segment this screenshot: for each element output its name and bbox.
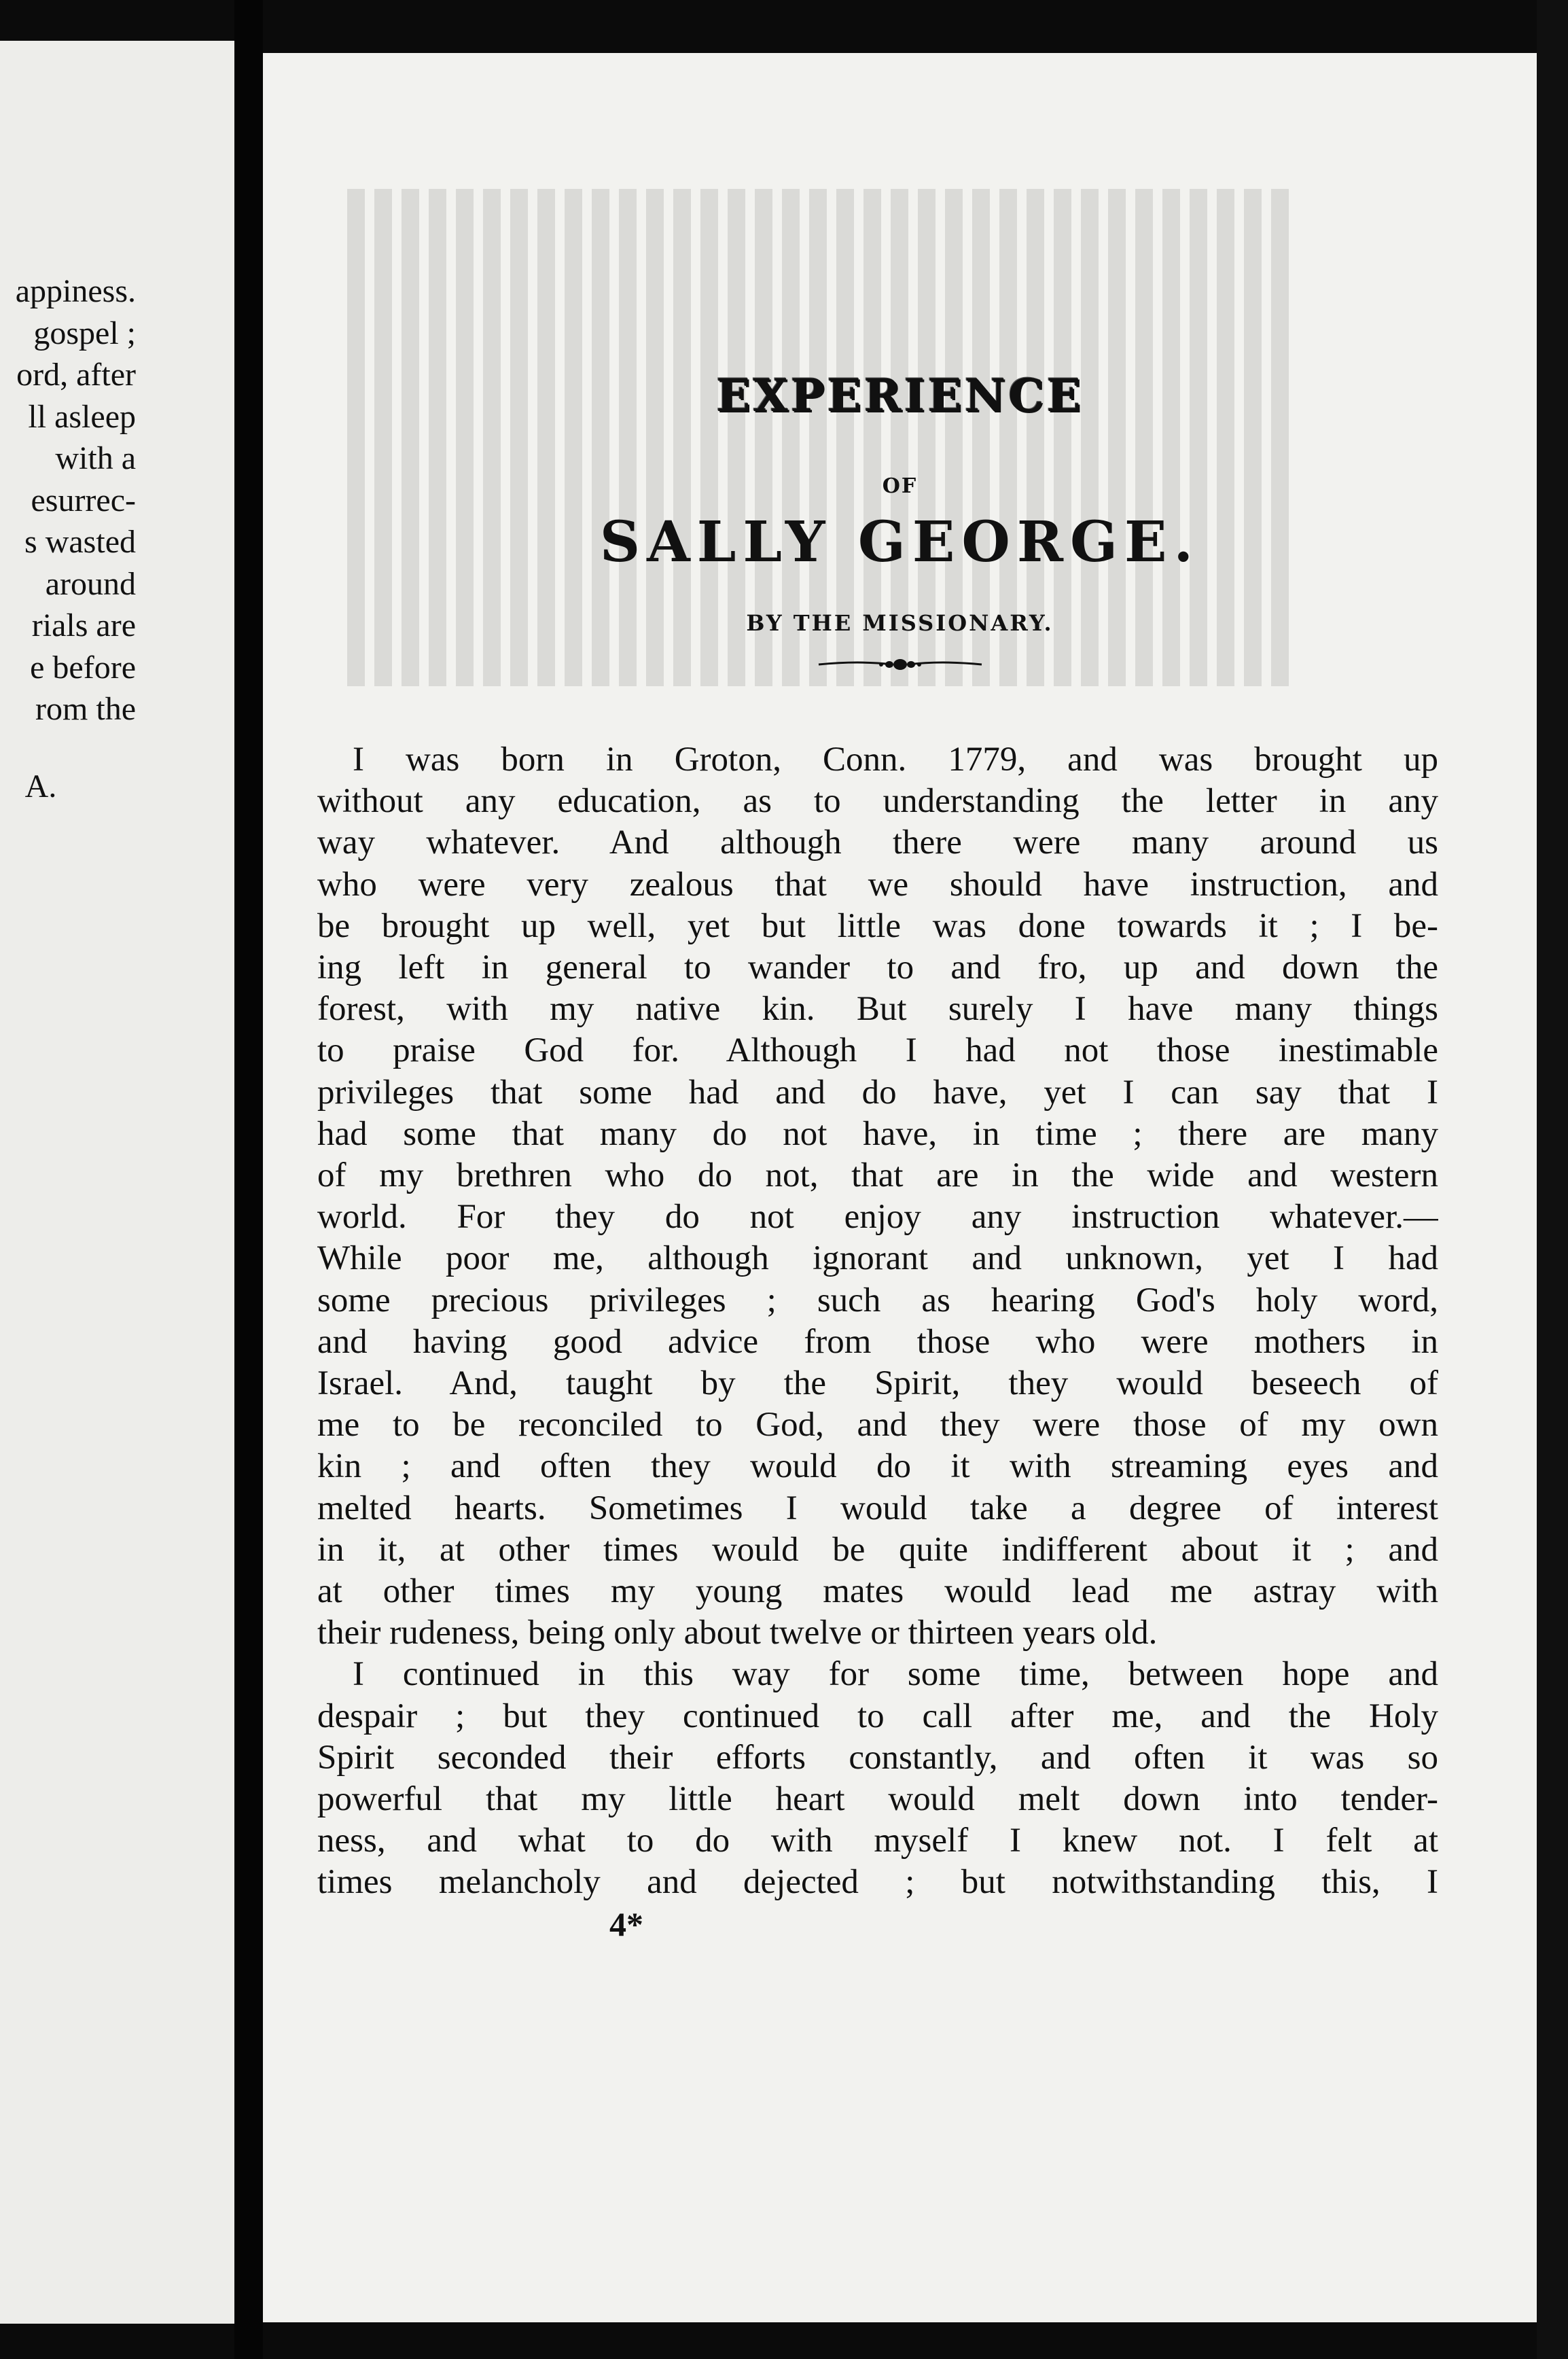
text-line: I continued in this way for some time, between hope and	[353, 1655, 1438, 1694]
text-line: Spirit seconded their efforts constantly, and often it was so	[317, 1738, 1438, 1777]
ornament-divider	[263, 651, 1537, 698]
text-line: I was born in Groton, Conn. 1779, and was brought up	[353, 741, 1438, 779]
left-page-signature: A.	[24, 768, 57, 804]
text-line: had some that many do not have, in time ; there are many	[317, 1114, 1438, 1153]
left-page-fragment	[0, 41, 234, 2324]
byline: BY THE MISSIONARY.	[746, 610, 1054, 636]
text-line: some precious privileges ; such as hearing God's holy word,	[317, 1281, 1438, 1319]
text-line: without any education, as to understanding the letter in any	[317, 782, 1438, 821]
text-line: at other times my young mates would lead me astray with	[317, 1572, 1438, 1611]
left-page-line: e before	[30, 649, 136, 686]
text-line: to praise God for. Although I had not those inestimable	[317, 1031, 1438, 1070]
left-page-line: gospel ;	[33, 315, 136, 351]
book-gutter	[234, 0, 263, 2359]
page-edge-shadow	[1537, 0, 1568, 2359]
left-page-line: s wasted	[24, 524, 136, 560]
text-line: way whatever. And although there were many around us	[317, 823, 1438, 862]
left-page-line: rom the	[35, 691, 136, 727]
text-line: of my brethren who do not, that are in the wide and western	[317, 1156, 1438, 1195]
text-line: ness, and what to do with myself I knew not. I felt at	[317, 1822, 1438, 1860]
heading-name: SALLY GEORGE.	[599, 510, 1200, 575]
text-line: me to be reconciled to God, and they were those of my own	[317, 1406, 1438, 1444]
text-line: kin ; and often they would do it with streaming eyes and	[317, 1447, 1438, 1486]
left-page-line: appiness.	[15, 273, 136, 309]
text-line: in it, at other times would be quite indifferent about it ; and	[317, 1530, 1438, 1569]
paragraph-1	[317, 739, 1438, 1654]
text-line: While poor me, although ignorant and unknown, yet I had	[317, 1239, 1438, 1278]
text-line: and having good advice from those who were mothers in	[317, 1322, 1438, 1361]
text-line: ing left in general to wander to and fro, up and down the	[317, 948, 1438, 987]
paragraph-2	[317, 1654, 1438, 1903]
body-text	[317, 739, 1438, 1904]
signature-mark: 4*	[609, 1905, 643, 1943]
text-line: be brought up well, yet but little was done towards it ; I be-	[317, 906, 1438, 945]
text-line: Israel. And, taught by the Spirit, they would beseech of	[317, 1364, 1438, 1403]
left-page-line: with a	[55, 440, 136, 476]
right-page	[263, 53, 1537, 2322]
left-page-line: around	[45, 565, 136, 602]
text-line: privileges that some had and do have, yet I can say that I	[317, 1073, 1438, 1112]
left-page-line: ll asleep	[28, 398, 136, 435]
text-line: their rudeness, being only about twelve or thirteen years old.	[317, 1614, 1158, 1652]
left-page-text	[0, 270, 136, 730]
left-page-line: rials are	[31, 607, 136, 643]
text-line: who were very zealous that we should have instruction, and	[317, 865, 1438, 904]
text-line: despair ; but they continued to call after me, and the Holy	[317, 1697, 1438, 1735]
left-page-line: esurrec-	[31, 482, 136, 518]
heading-experience: EXPERIENCE	[716, 369, 1084, 422]
text-line: powerful that my little heart would melt down into tender-	[317, 1780, 1438, 1819]
left-page-line: ord, after	[16, 357, 136, 393]
text-line: melted hearts. Sometimes I would take a degree of interest	[317, 1489, 1438, 1527]
text-line: world. For they do not enjoy any instruction whatever.—	[317, 1198, 1438, 1237]
text-line: times melancholy and dejected ; but notwithstanding this, I	[317, 1863, 1438, 1902]
heading-of: OF	[882, 474, 918, 498]
text-line: forest, with my native kin. But surely I have many things	[317, 990, 1438, 1029]
